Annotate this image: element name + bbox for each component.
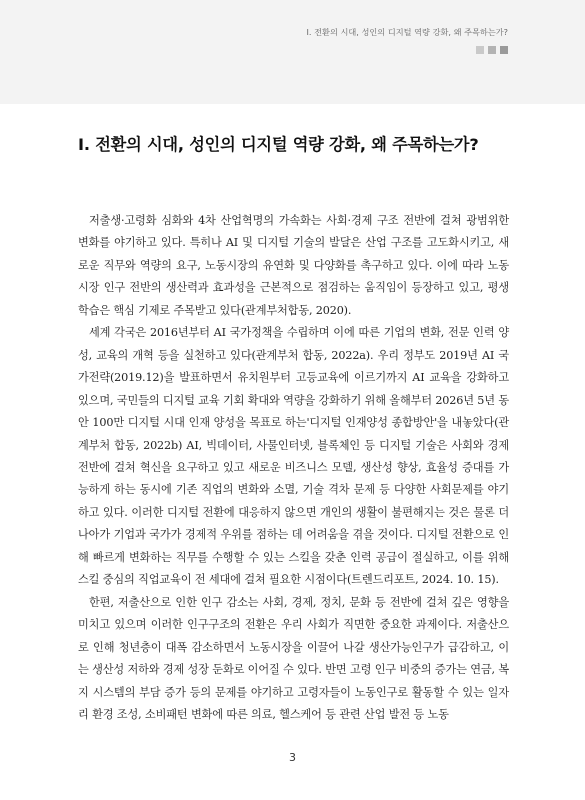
paragraph: 한편, 저출산으로 인한 인구 감소는 사회, 경제, 정치, 문화 등 전반에 걸쳐 깊은 영향을 미치고 있으며 이러한 인구구조의 전환은 우리 사회가 직면한 중요한 과제이다. 저출산으로 인해 청년층이 대폭 감소하면서 노동시장을 이끌어 나갈 생산가능인구가 급감하고, 이는 생산성 저하와 경제 성장 둔화로 이어질 수 있다. 반면 고령 인구 비중의 증가는 연금, 복지 시스템의 부담 증가 등의 문제를 야기하고 고령자들이 노동인구로 활동할 수 있는 일자리 환경 조성, 소비패턴 변화에 따른 의료, 헬스케어 등 관련 산업 발전 등 노동: [78, 595, 509, 721]
page-number: 3: [289, 751, 296, 764]
decorative-square: [488, 46, 496, 54]
section-title: Ⅰ. 전환의 시대, 성인의 디지털 역량 강화, 왜 주목하는가?: [78, 135, 479, 154]
paragraph: 저출생·고령화 심화와 4차 산업혁명의 가속화는 사회·경제 구조 전반에 걸쳐 광범위한 변화를 야기하고 있다. 특히나 AI 및 디지털 기술의 발달은 산업 구조를 고도화시키고, 새로운 직무와 역량의 요구, 노동시장의 유연화 및 다양화를 촉구하고 있다. 이에 따라 노동시장 인구 전반의 생산력과 효과성을 근본적으로 점검하는 움직임이 등장하고 있고, 평생학습은 핵심 기제로 주목받고 있다(관계부처합동, 2020).: [78, 214, 509, 317]
body-text: [78, 210, 509, 726]
paragraph: 세계 각국은 2016년부터 AI 국가정책을 수립하며 이에 따른 기업의 변화, 전문 인력 양성, 교육의 개혁 등을 실천하고 있다(관계부처 합동, 2022a). 우리 정부도 2019년 AI 국가전략(2019.12)을 발표하면서 유치원부터 고등교육에 이르기까지 AI 교육을 강화하고 있으며, 국민들의 디지털 교육 기회 확대와 역량을 강화하기 위해 올해부터 2026년 5년 동안 100만 디지털 시대 인재 양성을 목표로 하는'디지털 인재양성 종합방안'을 내놓았다(관계부처 합동, 2022b) AI, 빅데이터, 사물인터넷, 블록체인 등 디지털 기술은 사회와 경제 전반에 걸쳐 혁신을 요구하고 있고 새로운 비즈니스 모델, 생산성 향상, 효율성 증대를 가능하게 하는 동시에 기존 직업의 변화와 소멸, 기술 격차 문제 등 다양한 사회문제를 야기하고 있다. 이러한 디지털 전환에 대응하지 않으면 개인의 생활이 불편해지는 것은 물론 더 나아가 기업과 국가가 경제적 우위를 점하는 데 어려움을 겪을 것이다. 디지털 전환으로 인해 빠르게 변화하는 직무를 수행할 수 있는 스킬을 갖춘 인력 공급이 절실하고, 이를 위해 스킬 중심의 직업교육이 전 세대에 걸쳐 필요한 시점이다(트렌드리포트, 2024. 10. 15).: [78, 326, 509, 587]
header-band: [0, 0, 585, 104]
header-decoration: [476, 46, 508, 54]
decorative-square: [500, 46, 508, 54]
running-header-title: Ⅰ. 전환의 시대, 성인의 디지털 역량 강화, 왜 주목하는가?: [306, 27, 508, 37]
decorative-square: [476, 46, 484, 54]
